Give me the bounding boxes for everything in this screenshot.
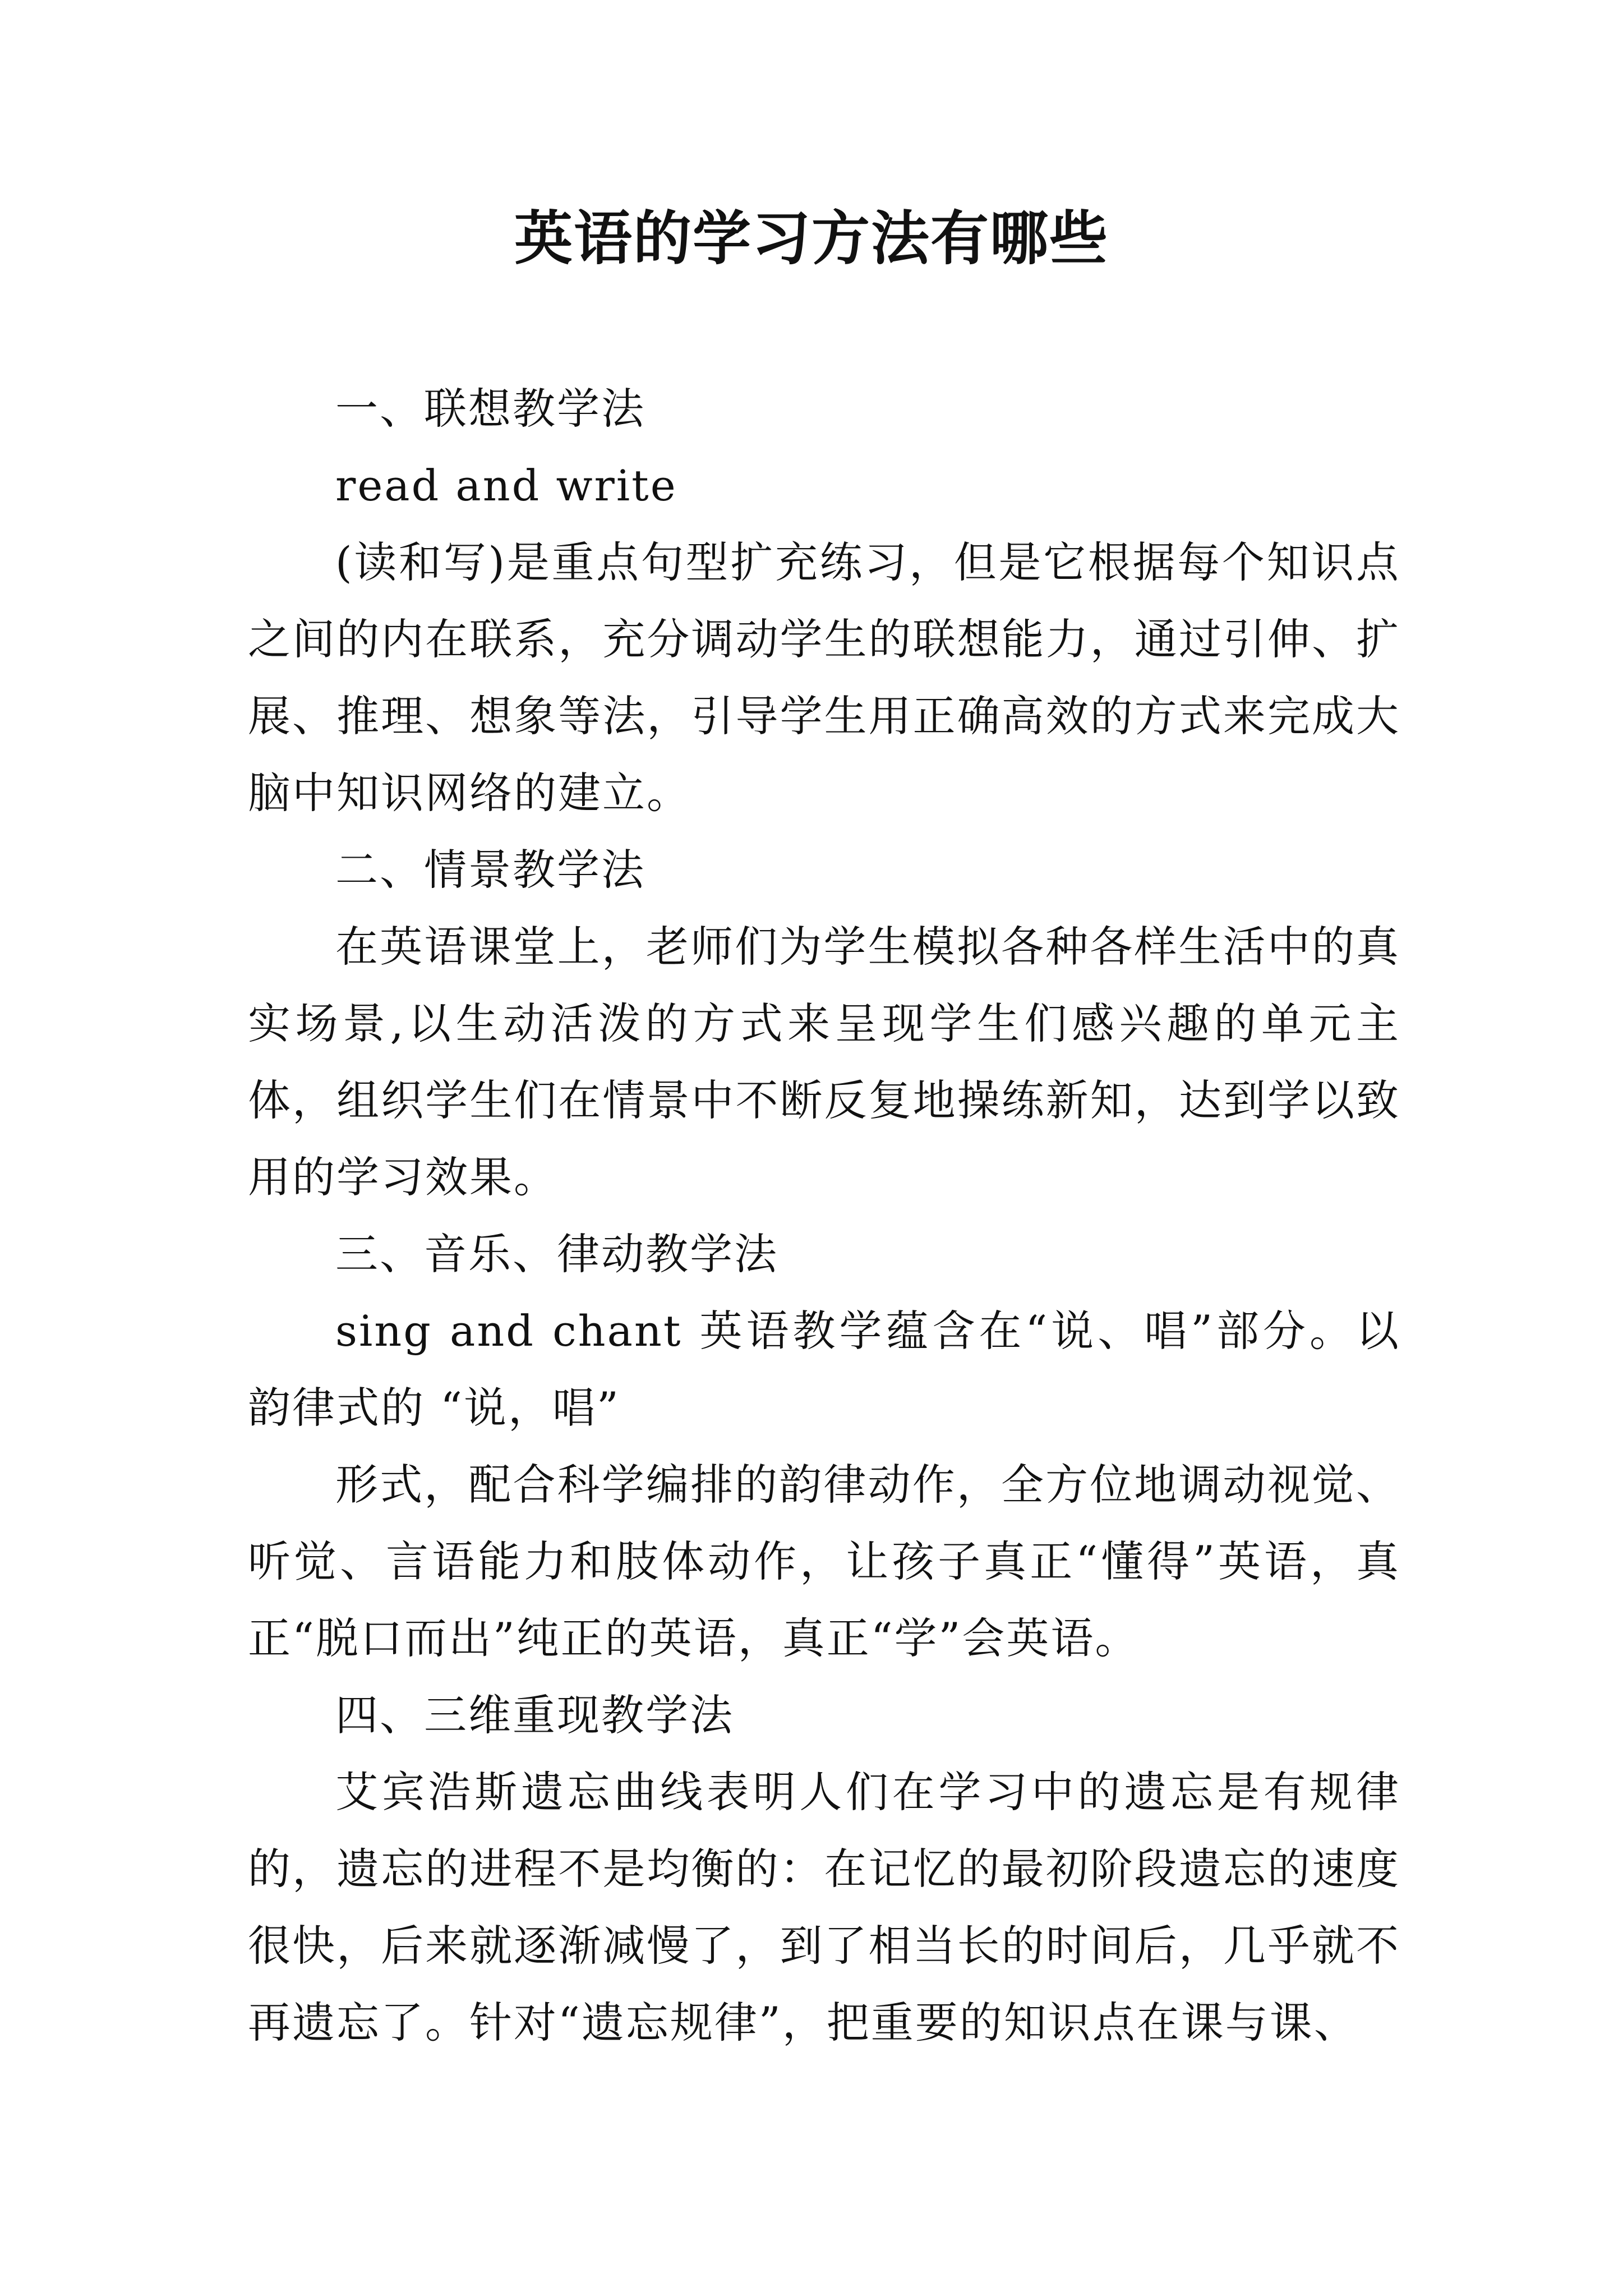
paragraph: (读和写)是重点句型扩充练习，但是它根据每个知识点之间的内在联系，充分调动学生的联想能力，通过引伸、扩展、推理、想象等法，引导学生用正确高效的方式来完成大脑中知识网络的建立。 bbox=[248, 537, 1400, 818]
section-heading-4: 四、三维重现教学法 bbox=[335, 1690, 734, 1740]
section-heading-3: 三、音乐、律动教学法 bbox=[335, 1229, 778, 1279]
paragraph: 形式，配合科学编排的韵律动作，全方位地调动视觉、听觉、言语能力和肢体动作，让孩子真正“懂得”英语，真正“脱口而出”纯正的英语，真正“学”会英语。 bbox=[248, 1460, 1400, 1663]
section-heading-2: 二、情景教学法 bbox=[335, 845, 645, 895]
paragraph: 艾宾浩斯遗忘曲线表明人们在学习中的遗忘是有规律的，遗忘的进程不是均衡的：在记忆的最初阶段遗忘的速度很快，后来就逐渐减慢了，到了相当长的时间后，几乎就不再遗忘了。针对“遗忘规律”，把重要的知识点在课与课、 bbox=[248, 1767, 1400, 2047]
section-heading-1: 一、联想教学法 bbox=[335, 384, 645, 434]
paragraph: sing and chant 英语教学蕴含在“说、唱”部分。以韵律式的 “说，唱” bbox=[248, 1306, 1400, 1433]
document-title: 英语的学习方法有哪些 bbox=[514, 204, 1109, 273]
document-body bbox=[248, 370, 1400, 2061]
paragraph: 在英语课堂上，老师们为学生模拟各种各样生活中的真实场景,以生动活泼的方式来呈现学生们感兴趣的单元主体，组织学生们在情景中不断反复地操练新知，达到学以致用的学习效果。 bbox=[248, 922, 1400, 1202]
paragraph: read and write bbox=[335, 461, 677, 510]
